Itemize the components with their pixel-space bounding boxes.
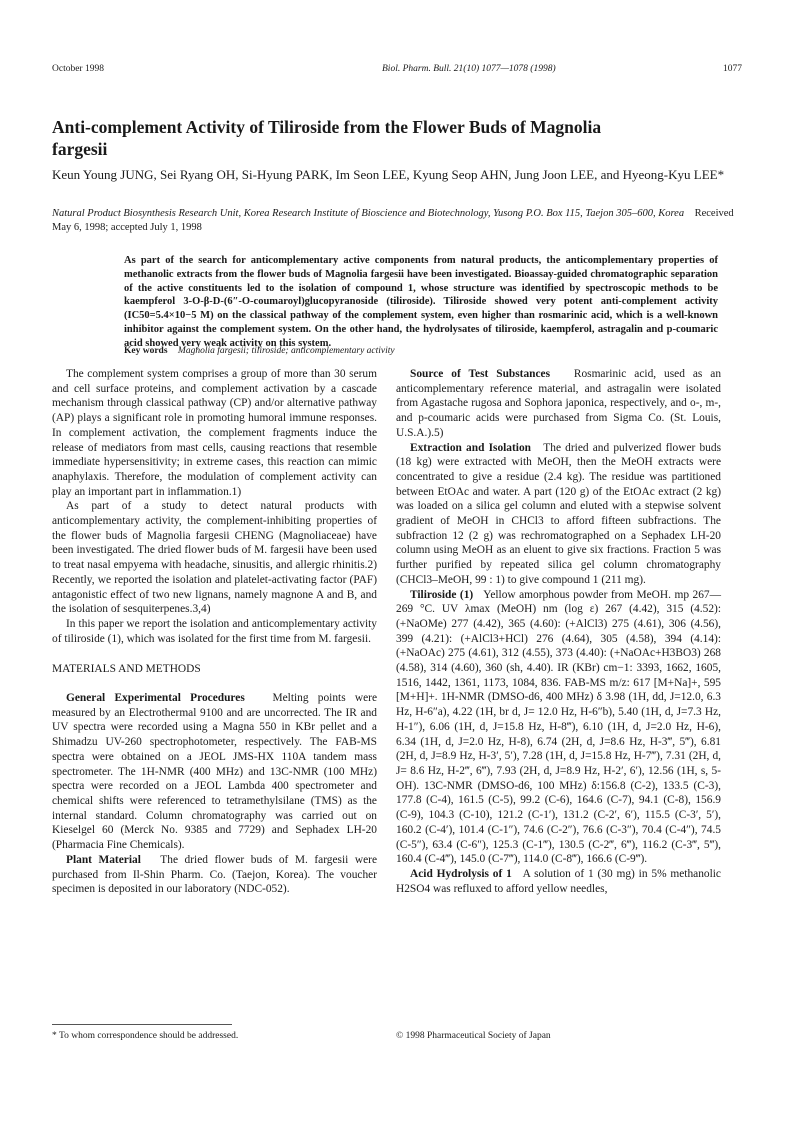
plant-material-paragraph — [52, 853, 377, 897]
acid-hydrolysis-paragraph — [396, 867, 721, 896]
general-procedures-paragraph — [52, 691, 377, 853]
keywords-value: Magnolia fargesii; tiliroside; anticomplementary activity — [177, 346, 395, 356]
test-substances-text: Rosmarinic acid, used as an anticomplementary reference material, and astragalin were isolated from Agastache rugosa and Sophora japonica, respectively, and o-, m-, and p-coumaric acids were purchased from Sigma Co. (St. Louis, U.S.A.).5) — [396, 368, 722, 439]
copyright-notice: © 1998 Pharmaceutical Society of Japan — [396, 1031, 551, 1041]
plant-material-text: The dried flower buds of M. fargesii were purchased from Il-Shin Pharm. Co. (Taejon, Korea). The voucher specimen is deposited in our laboratory (NDC-052). — [52, 853, 377, 896]
acid-hydrolysis-text: A solution of 1 (30 mg) in 5% methanolic H2SO4 was refluxed to afford yellow needles, — [396, 867, 721, 895]
left-column — [52, 367, 377, 897]
tiliroside-text: Yellow amorphous powder from MeOH. mp 267—269 °C. UV λmax (MeOH) nm (log ε) 267 (4.42), 315 (4.52): (+NaOMe) 277 (4.42), 365 (4.60): (+AlCl3) 275 (4.61), 306 (4.56), 399 (4.21): (+AlCl3+HCl) 276 (4.64), 305 (4.58), 394 (4.14): (+NaOAc) 275 (4.61), 312 (4.55), 373 (4.40): (+NaOAc+H3BO3) 268 (4.58), 314 (4.60), 360 (sh, 4.40). IR (KBr) cm−1: 3393, 1662, 1605, 1516, 1442, 1361, 1173, 1084, 836. FAB-MS m/z: 617 [M+Na]+, 595 [M+H]+. 1H-NMR (DMSO-d6, 400 MHz) δ 3.98 (1H, dd, J=12.0, 6.3 Hz, H-6″a), 4.22 (1H, br d, J= 12.0 Hz, H-6″b), 5.40 (1H, d, J=7.3 Hz, H-1″), 6.06 (1H, d, J=15.8 Hz, H-8‴), 6.10 (1H, d, J=2.0 Hz, H-6), 6.34 (1H, d, J=2.0 Hz, H-8), 6.74 (2H, d, J=8.6 Hz, H-3‴, 5‴), 6.81 (2H, d, J=8.9 Hz, H-3′, 5′), 7.28 (1H, d, J=15.8 Hz, H-7‴), 7.31 (2H, d, J= 8.6 Hz, H-2‴, 6‴), 7.93 (2H, d, J=8.9 Hz, H-2′, 6′), 12.56 (1H, s, 5-OH). 13C-NMR (DMSO-d6, 100 MHz) δ:156.8 (C-2), 133.5 (C-3), 177.8 (C-4), 161.5 (C-5), 99.2 (C-6), 164.6 (C-7), 94.1 (C-8), 156.9 (C-9), 104.3 (C-10), 121.2 (C-1′), 131.2 (C-2′, 6′), 115.5 (C-3′, 5′), 160.2 (C-4′), 101.4 (C-1″), 74.6 (C-2″), 76.6 (C-3″), 70.4 (C-4″), 74.5 (C-5″), 63.4 (C-6″), 125.3 (C-1‴), 130.5 (C-2‴, 6‴), 116.2 (C-3‴, 5‴), 160.4 (C-4‴), 145.0 (C-7‴), 114.0 (C-8‴), 166.6 (C-9‴). — [396, 588, 721, 866]
correspondence-footnote: * To whom correspondence should be addressed. — [52, 1031, 239, 1041]
test-substances-heading: Source of Test Substances — [410, 368, 551, 380]
section-heading-methods: MATERIALS AND METHODS — [52, 663, 201, 676]
issue-date: October 1998 — [52, 64, 104, 74]
general-procedures-heading: General Experimental Procedures — [66, 692, 245, 705]
running-header — [52, 64, 742, 78]
intro-paragraph-1: The complement system comprises a group of more than 30 serum and cell surface proteins, and complement activation by a cascade mechanism through classical pathway (CP) and/or alternative pathway (AP) plays a significant role in promoting humoral immune responses. In complement activation, the complement fragments induce the release of mediators from mast cells, causing reactions that resemble immediate hypersensitivity; in extreme cases, this reaction can mimic anaphylaxis. Therefore, the modulation of complement activity can play an important part in inflammation.1) — [52, 368, 377, 498]
right-column — [396, 367, 721, 896]
intro-paragraph-3: In this paper we report the isolation and anticomplementary activity of tiliroside (1), which was isolated for the first time from M. fargesii. — [52, 617, 377, 645]
acid-hydrolysis-heading: Acid Hydrolysis of 1 — [410, 867, 512, 880]
received-accepted-dates: Received May 6, 1998; accepted July 1, 1998 — [52, 208, 734, 233]
affiliation-block — [52, 207, 742, 235]
plant-material-heading: Plant Material — [66, 853, 141, 866]
article-title: Anti-complement Activity of Tiliroside from the Flower Buds of Magnolia fargesii — [52, 117, 602, 159]
extraction-text: The dried and pulverized flower buds (18 kg) were extracted with MeOH, then the MeOH extracts were concentrated to give a residue (2.4 kg). The residue was partitioned between EtOAc and water. A part (120 g) of the EtOAc extract (2 kg) was loaded on a silica gel column and eluted with a stepwise solvent gradient of MeOH in CHCl3 to afford fifteen subfractions. The subfraction 12 (2 g) was rechromatographed on a Sephadex LH-20 column using MeOH as an eluent to give six fractions. Fraction 5 was further purified by repeated silica gel column chromatography (CHCl3–MeOH, 99 : 1) to give compound 1 (211 mg). — [396, 441, 721, 586]
extraction-paragraph — [396, 441, 721, 588]
author-list: Keun Young JUNG, Sei Ryang OH, Si-Hyung PARK, Im Seon LEE, Kyung Seop AHN, Jung Joon LEE, and Hyeong-Kyu LEE* — [52, 167, 725, 182]
general-procedures-text: Melting points were measured by an Electrothermal 9100 and are uncorrected. The IR and UV spectra were recorded using a Magna 550 in KBr pellet and a Shimadzu UV-260 spectrophotometer, respectively. The FAB-MS spectra were obtained on a JEOL JMS-HX 110A tandem mass spectrometer. The 1H-NMR (400 MHz) and 13C-NMR (100 MHz) spectra were recorded on a JEOL Lambda 400 spectrometer and chemical shifts were referenced to tetramethylsilane (TMS) as the internal standard. Column chromatography was carried out on Kieselgel 60 (Merck No. 9385 and 7729) and Sephadex LH-20 (Pharmacia Fine Chemicals). — [52, 692, 378, 852]
affiliation-institution: Natural Product Biosynthesis Research Unit, Korea Research Institute of Bioscience and Biotechnology, Yusong P.O. Box 115, Taejon 305–600, Korea — [52, 208, 685, 219]
tiliroside-paragraph — [396, 588, 721, 867]
page-number: 1077 — [723, 64, 742, 74]
intro-paragraph-2: As part of a study to detect natural products with anticomplementary activity, the complement-inhibiting properties of the flower buds of Magnolia fargesii CHENG (Magnoliaceae) have been investigated. The dried flower buds of M. fargesii have been used to treat nasal empyema with headache, sinusitis, and allergic rhinitis.2) Recently, we reported the isolation and platelet-activating factor (PAF) antagonistic effect of two new lignans, namely magnone A and B, and the isolation of sesquiterpenes.3,4) — [52, 500, 377, 616]
keywords-label: Key words — [124, 346, 168, 356]
journal-citation: Biol. Pharm. Bull. 21(10) 1077—1078 (1998) — [382, 64, 556, 74]
test-substances-paragraph — [396, 367, 721, 441]
extraction-heading: Extraction and Isolation — [410, 441, 531, 454]
tiliroside-heading: Tiliroside (1) — [410, 588, 474, 601]
keywords — [124, 346, 718, 356]
abstract: As part of the search for anticomplementary active components from natural products, the anticomplementary properties of methanolic extracts from the flower buds of Magnolia fargesii have been investigated. Bioassay-guided chromatographic separation of the active constituents led to the isolation of compound 1, whose structure was identified by spectroscopic methods to be kaempferol 3-O-β-D-(6″-O-coumaroyl)glucopyranoside (tiliroside). Tiliroside showed very potent anti-complement activity (IC50=5.4×10−5 M) on the classical pathway of the complement system, even higher than rosmarinic acid, which is a well-known inhibitor against the complement system. On the other hand, the hydrolysates of tiliroside, kaempferol, astragalin and p-coumaric acid showed very weak activity on this system. — [124, 255, 718, 349]
footnote-rule — [52, 1024, 232, 1025]
